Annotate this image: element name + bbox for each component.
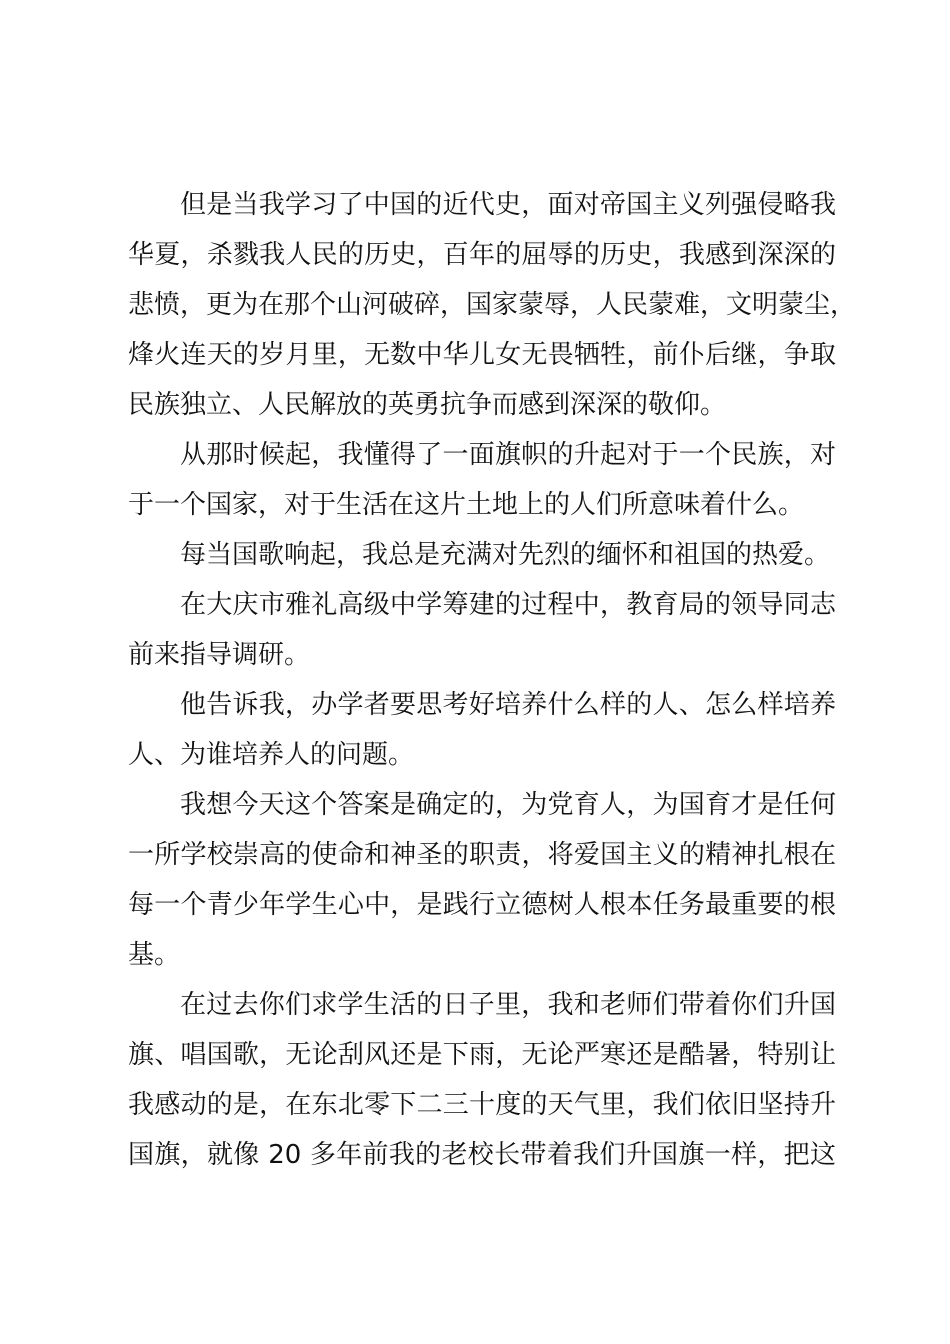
text-line: 基。: [128, 940, 181, 970]
paragraph-1: [128, 180, 857, 430]
paragraph-3: [128, 530, 836, 580]
text-line: 在大庆市雅礼高级中学筹建的过程中，教育局的领导同志: [180, 590, 836, 620]
paragraph-2: [128, 430, 836, 530]
text-line: 烽火连天的岁月里，无数中华儿女无畏牺牲，前仆后继，争取: [128, 340, 836, 370]
text-line: 于一个国家，对于生活在这片土地上的人们所意味着什么。: [128, 490, 805, 520]
text-line: 人、为谁培养人的问题。: [128, 740, 415, 770]
text-line: 华夏，杀戮我人民的历史，百年的屈辱的历史，我感到深深的: [128, 240, 836, 270]
paragraph-7: [128, 980, 836, 1180]
text-line: 在过去你们求学生活的日子里，我和老师们带着你们升国: [180, 990, 836, 1020]
text-line: 国旗，就像 20 多年前我的老校长带着我们升国旗一样，把这: [128, 1140, 836, 1170]
text-line: 从那时候起，我懂得了一面旗帜的升起对于一个民族，对: [180, 440, 836, 470]
document-body: [128, 180, 857, 1180]
text-line: 旗、唱国歌，无论刮风还是下雨，无论严寒还是酷暑，特别让: [128, 1040, 836, 1070]
text-line: 我想今天这个答案是确定的，为党育人，为国育才是任何: [180, 790, 836, 820]
text-line: 民族独立、人民解放的英勇抗争而感到深深的敬仰。: [128, 390, 727, 420]
paragraph-4: [128, 580, 836, 680]
text-line: 但是当我学习了中国的近代史，面对帝国主义列强侵略我: [180, 190, 836, 220]
text-line: 一所学校崇高的使命和神圣的职责，将爱国主义的精神扎根在: [128, 840, 836, 870]
paragraph-5: [128, 680, 836, 780]
text-line: 前来指导调研。: [128, 640, 311, 670]
text-line: 每一个青少年学生心中，是践行立德树人根本任务最重要的根: [128, 890, 836, 920]
text-line: 每当国歌响起，我总是充满对先烈的缅怀和祖国的热爱。: [180, 540, 831, 570]
text-line: 悲愤，更为在那个山河破碎，国家蒙辱，人民蒙难，文明蒙尘，: [128, 290, 857, 320]
paragraph-6: [128, 780, 836, 980]
text-line: 他告诉我，办学者要思考好培养什么样的人、怎么样培养: [180, 690, 836, 720]
text-line: 我感动的是，在东北零下二三十度的天气里，我们依旧坚持升: [128, 1090, 836, 1120]
